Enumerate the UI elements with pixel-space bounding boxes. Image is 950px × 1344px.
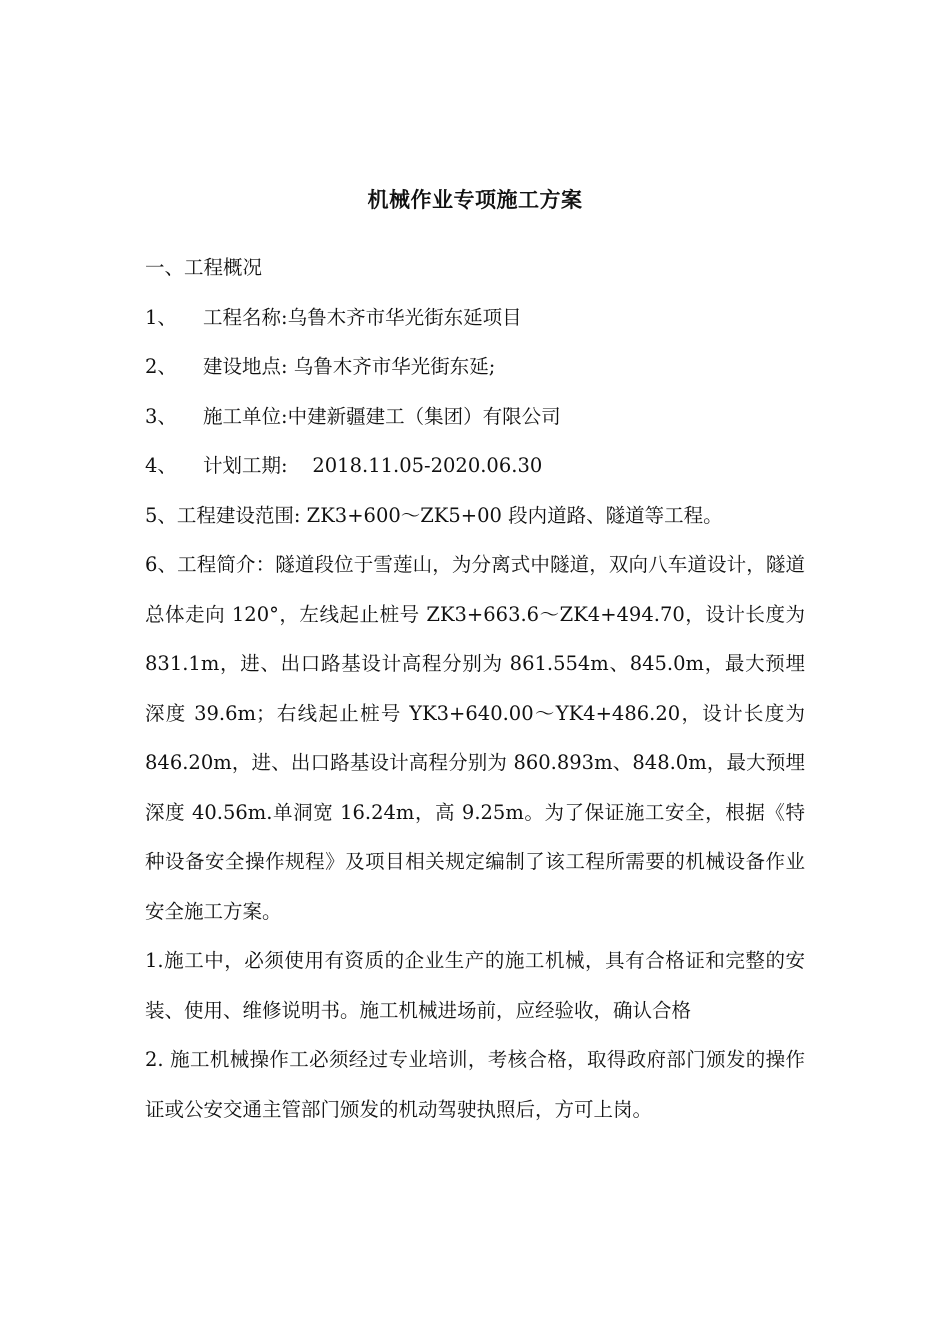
rule-paragraph-2: 2. 施工机械操作工必须经过专业培训，考核合格，取得政府部门颁发的操作证或公安交通主管部门颁发的机动驾驶执照后，方可上岗。 (145, 1048, 805, 1121)
rule-paragraph-1: 1.施工中，必须使用有资质的企业生产的施工机械，具有合格证和完整的安装、使用、维修说明书。施工机械进场前，应经验收，确认合格 (145, 949, 805, 1022)
list-item-number: 2、 (145, 355, 177, 378)
list-item-text: 建设地点: 乌鲁木齐市华光街东延; (203, 355, 496, 378)
document-title: 机械作业专项施工方案 (367, 188, 583, 212)
list-item (145, 392, 805, 442)
list-item-number: 4、 (145, 454, 177, 477)
project-intro-paragraph: 6、工程简介：隧道段位于雪莲山，为分离式中隧道，双向八车道设计，隧道总体走向 120°，左线起止桩号 ZK3+663.6～ZK4+494.70，设计长度为 831.1m，进、出口路基设计高程分别为 861.554m、845.0m，最大预埋深度 39.6m；右线起止桩号 YK3+640.00～YK4+486.20，设计长度为 846.20m，进、出口路基设计高程分别为 860.893m、848.0m，最大预埋深度 40.56m.单洞宽 16.24m，高 9.25m。为了保证施工安全，根据《特种设备安全操作规程》及项目相关规定编制了该工程所需要的机械设备作业安全施工方案。 (145, 553, 805, 923)
list-item (145, 342, 805, 392)
list-item-number: 1、 (145, 305, 177, 329)
list-item-text: 施工单位:中建新疆建工（集团）有限公司 (203, 404, 561, 428)
list-item-number: 3、 (145, 404, 177, 428)
list-item (145, 441, 805, 491)
section-heading: 一、工程概况 (145, 256, 263, 279)
document-body (145, 243, 805, 1134)
list-item (145, 293, 805, 343)
list-item-text: 工程名称:乌鲁木齐市华光街东延项目 (203, 305, 522, 329)
scope-paragraph: 5、工程建设范围: ZK3+600～ZK5+00 段内道路、隧道等工程。 (145, 503, 723, 527)
list-item-text: 计划工期: 2018.11.05-2020.06.30 (203, 454, 543, 477)
